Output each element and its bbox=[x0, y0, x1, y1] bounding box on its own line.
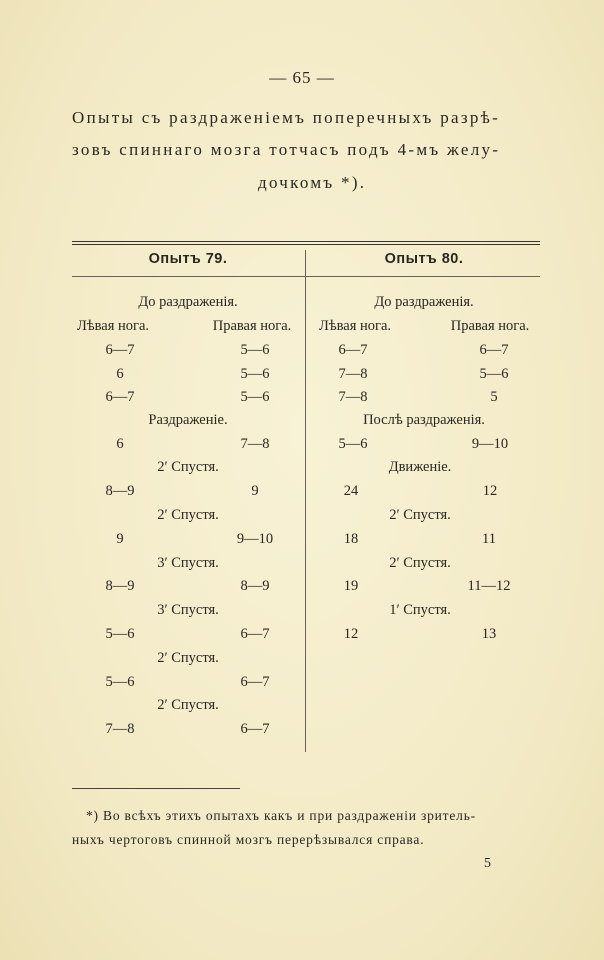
exp79-interval-2: 2′ Спустя. bbox=[157, 507, 219, 523]
exp80-r6-left: 18 bbox=[343, 531, 359, 547]
exp80-interval-1: 2′ Спустя. bbox=[389, 507, 451, 523]
exp80-r1-right: 6—7 bbox=[479, 342, 509, 358]
exp80-r6-right: 11 bbox=[482, 531, 496, 547]
experiment-80-header: Опытъ 80. bbox=[384, 251, 464, 267]
table-header-rule bbox=[72, 276, 540, 277]
exp79-r4-left: 6 bbox=[116, 436, 124, 452]
exp80-after-stimulation-label: Послѣ раздраженія. bbox=[363, 412, 485, 428]
exp79-r3-right: 5—6 bbox=[240, 389, 270, 405]
exp79-r1-right: 5—6 bbox=[240, 342, 270, 358]
exp79-before-label: До раздраженія. bbox=[138, 294, 238, 310]
title-line-1: Опыты съ раздраженіемъ поперечныхъ разрѣ- bbox=[72, 108, 501, 127]
exp80-movement-label: Движеніе. bbox=[388, 459, 452, 475]
exp79-r4-right: 7—8 bbox=[240, 436, 270, 452]
exp79-r5-right: 9 bbox=[251, 483, 259, 499]
exp79-r6-left: 9 bbox=[116, 531, 124, 547]
exp79-r5-left: 8—9 bbox=[105, 483, 135, 499]
exp80-r5-right: 12 bbox=[482, 483, 498, 499]
exp80-r4-right: 9—10 bbox=[471, 436, 509, 452]
exp80-r2-left: 7—8 bbox=[338, 366, 368, 382]
exp80-r7-left: 19 bbox=[343, 578, 359, 594]
exp80-r8-left: 12 bbox=[343, 626, 359, 642]
title-line-3: дочкомъ *). bbox=[258, 173, 367, 192]
table-top-rule-1 bbox=[72, 241, 540, 242]
exp79-r7-right: 8—9 bbox=[240, 578, 270, 594]
exp79-interval-4: 3′ Спустя. bbox=[157, 602, 219, 618]
exp79-left-leg-label: Лѣвая нога. bbox=[76, 318, 150, 334]
exp80-r1-left: 6—7 bbox=[338, 342, 368, 358]
exp80-left-leg-label: Лѣвая нога. bbox=[318, 318, 392, 334]
table-top-rule-2 bbox=[72, 244, 540, 245]
exp79-interval-6: 2′ Спустя. bbox=[157, 697, 219, 713]
exp79-r2-left: 6 bbox=[116, 366, 124, 382]
exp80-r5-left: 24 bbox=[343, 483, 359, 499]
exp79-r3-left: 6—7 bbox=[105, 389, 135, 405]
exp79-r10-left: 7—8 bbox=[105, 721, 135, 737]
exp80-r3-left: 7—8 bbox=[338, 389, 368, 405]
exp79-interval-3: 3′ Спустя. bbox=[157, 555, 219, 571]
title-line-2: зовъ спиннаго мозга тотчасъ подъ 4-мъ желу- bbox=[72, 140, 501, 159]
exp80-r4-left: 5—6 bbox=[338, 436, 368, 452]
exp80-r2-right: 5—6 bbox=[479, 366, 509, 382]
exp79-r6-right: 9—10 bbox=[236, 531, 274, 547]
exp79-r10-right: 6—7 bbox=[240, 721, 270, 737]
exp79-stimulation-label: Раздраженіе. bbox=[148, 412, 228, 428]
footnote-line-1: *) Во всѣхъ этихъ опытахъ какъ и при раздраженіи зритель- bbox=[86, 808, 476, 823]
exp79-r9-left: 5—6 bbox=[105, 674, 135, 690]
table-column-divider bbox=[305, 250, 306, 752]
exp80-r3-right: 5 bbox=[490, 389, 498, 405]
exp79-right-leg-label: Правая нога. bbox=[212, 318, 292, 334]
exp79-r8-left: 5—6 bbox=[105, 626, 135, 642]
exp79-interval-5: 2′ Спустя. bbox=[157, 650, 219, 666]
exp80-r7-right: 11—12 bbox=[467, 578, 511, 594]
exp80-r8-right: 13 bbox=[481, 626, 497, 642]
exp79-r2-right: 5—6 bbox=[240, 366, 270, 382]
experiment-79-header: Опытъ 79. bbox=[148, 251, 228, 267]
exp80-interval-2: 2′ Спустя. bbox=[389, 555, 451, 571]
exp79-r7-left: 8—9 bbox=[105, 578, 135, 594]
exp80-right-leg-label: Правая нога. bbox=[450, 318, 530, 334]
footnote-rule bbox=[72, 788, 240, 789]
exp79-r1-left: 6—7 bbox=[105, 342, 135, 358]
exp79-interval-1: 2′ Спустя. bbox=[157, 459, 219, 475]
exp79-r9-right: 6—7 bbox=[240, 674, 270, 690]
signature-mark: 5 bbox=[484, 856, 492, 871]
footnote-line-2: ныхъ чертоговъ спинной мозгъ перерѣзывался справа. bbox=[72, 832, 425, 847]
exp80-interval-3: 1′ Спустя. bbox=[389, 602, 451, 618]
exp80-before-label: До раздраженія. bbox=[374, 294, 474, 310]
exp79-r8-right: 6—7 bbox=[240, 626, 270, 642]
page-number: — 65 — bbox=[269, 68, 335, 87]
